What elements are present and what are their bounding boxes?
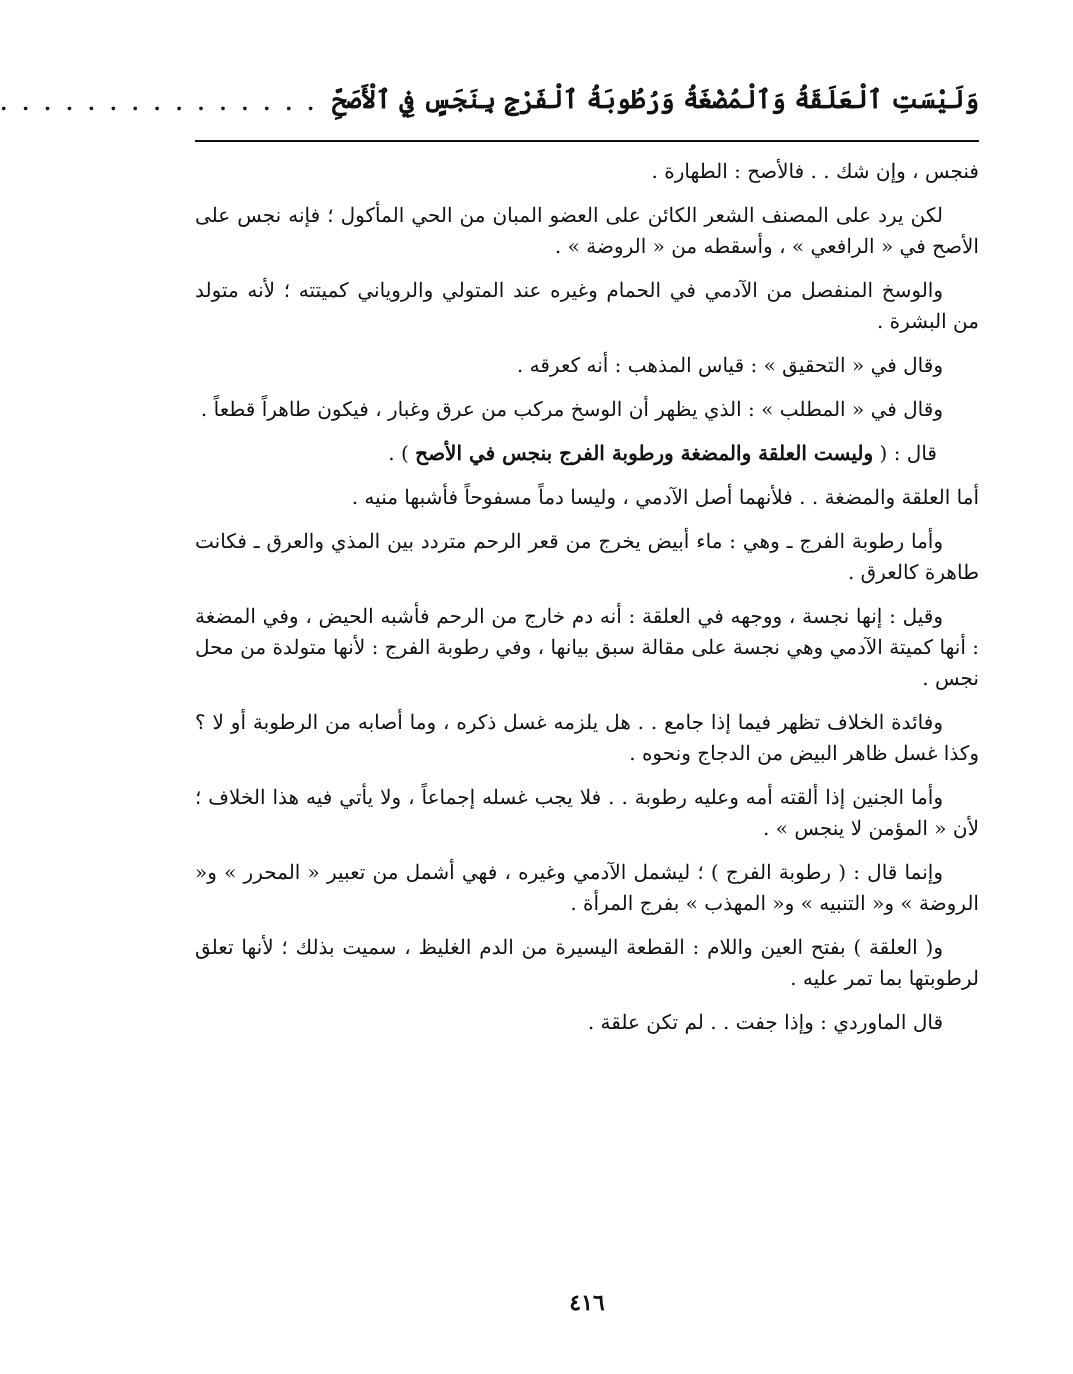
running-header-dots: . . . . . . . . . . . . . . . — [0, 91, 319, 115]
paragraph: وقال في « التحقيق » : قياس المذهب : أنه كعرقه . — [516, 353, 943, 377]
paragraph: و( العلقة ) بفتح العين واللام : القطعة اليسيرة من الدم الغليظ ، سميت بذلك ؛ لأنها تعلق لرطوبتها بما تمر عليه . — [195, 935, 979, 990]
paragraph: وقيل : إنها نجسة ، ووجهه في العلقة : أنه دم خارج من الرحم فأشبه الحيض ، وفي المضغة : أنها كميتة الآدمي وهي نجسة على مقالة سبق بيانها ، وفي رطوبة الفرج : لأنها متولدة من محل نجس . — [195, 604, 979, 690]
paragraph: فنجس ، وإن شك . . فالأصح : الطهارة . — [651, 159, 979, 183]
paragraph: والوسخ المنفصل من الآدمي في الحمام وغيره عند المتولي والروياني كميتته ؛ لأنه متولد من البشرة . — [195, 278, 979, 333]
matn-paragraph — [195, 438, 979, 469]
paragraph: وقال في « المطلب » : الذي يظهر أن الوسخ مركب من عرق وغبار ، فيكون طاهراً قطعاً . — [200, 397, 943, 421]
paragraph: وأما الجنين إذا ألقته أمه وعليه رطوبة . . فلا يجب غسله إجماعاً ، ولا يأتي فيه هذا الخلاف ؛ لأن « المؤمن لا ينجس » . — [195, 785, 979, 840]
matn-quote: وليست العلقة والمضغة ورطوبة الفرج بنجس في الأصح — [415, 441, 874, 465]
body-text — [195, 156, 979, 1051]
page-number: ٤١٦ — [569, 1290, 605, 1316]
paragraph: وفائدة الخلاف تظهر فيما إذا جامع . . هل يلزمه غسل ذكره ، وما أصابه من الرطوبة أو لا ؟ وكذا غسل ظاهر البيض من الدجاج ونحوه . — [195, 710, 979, 765]
header-rule — [195, 140, 979, 142]
matn-prefix: قال : ( — [873, 441, 937, 465]
paragraph: وإنما قال : ( رطوبة الفرج ) ؛ ليشمل الآدمي وغيره ، فهي أشمل من تعبير « المحرر » و« الروضة » و« التنبيه » و« المهذب » بفرج المرأة . — [195, 860, 979, 915]
paragraph: وأما رطوبة الفرج ـ وهي : ماء أبيض يخرج من قعر الرحم متردد بين المذي والعرق ـ فكانت طاهرة كالعرق . — [195, 529, 979, 584]
running-header — [0, 68, 979, 116]
running-header-title: وَلَيْسَتِ ٱلْعَلَقَةُ وَٱلْمُضْغَةُ وَرُطُوبَةُ ٱلْفَرْجِ بِنَجَسٍ فِي ٱلْأَصَحِّ — [332, 84, 979, 114]
paragraph: قال الماوردي : وإذا جفت . . لم تكن علقة . — [587, 1010, 943, 1034]
matn-suffix: ) . — [388, 441, 416, 465]
paragraph: أما العلقة والمضغة . . فلأنهما أصل الآدمي ، وليسا دماً مسفوحاً فأشبها منيه . — [351, 485, 979, 509]
paragraph: لكن يرد على المصنف الشعر الكائن على العضو المبان من الحي المأكول ؛ فإنه نجس على الأصح في « الرافعي » ، وأسقطه من « الروضة » . — [195, 203, 979, 258]
